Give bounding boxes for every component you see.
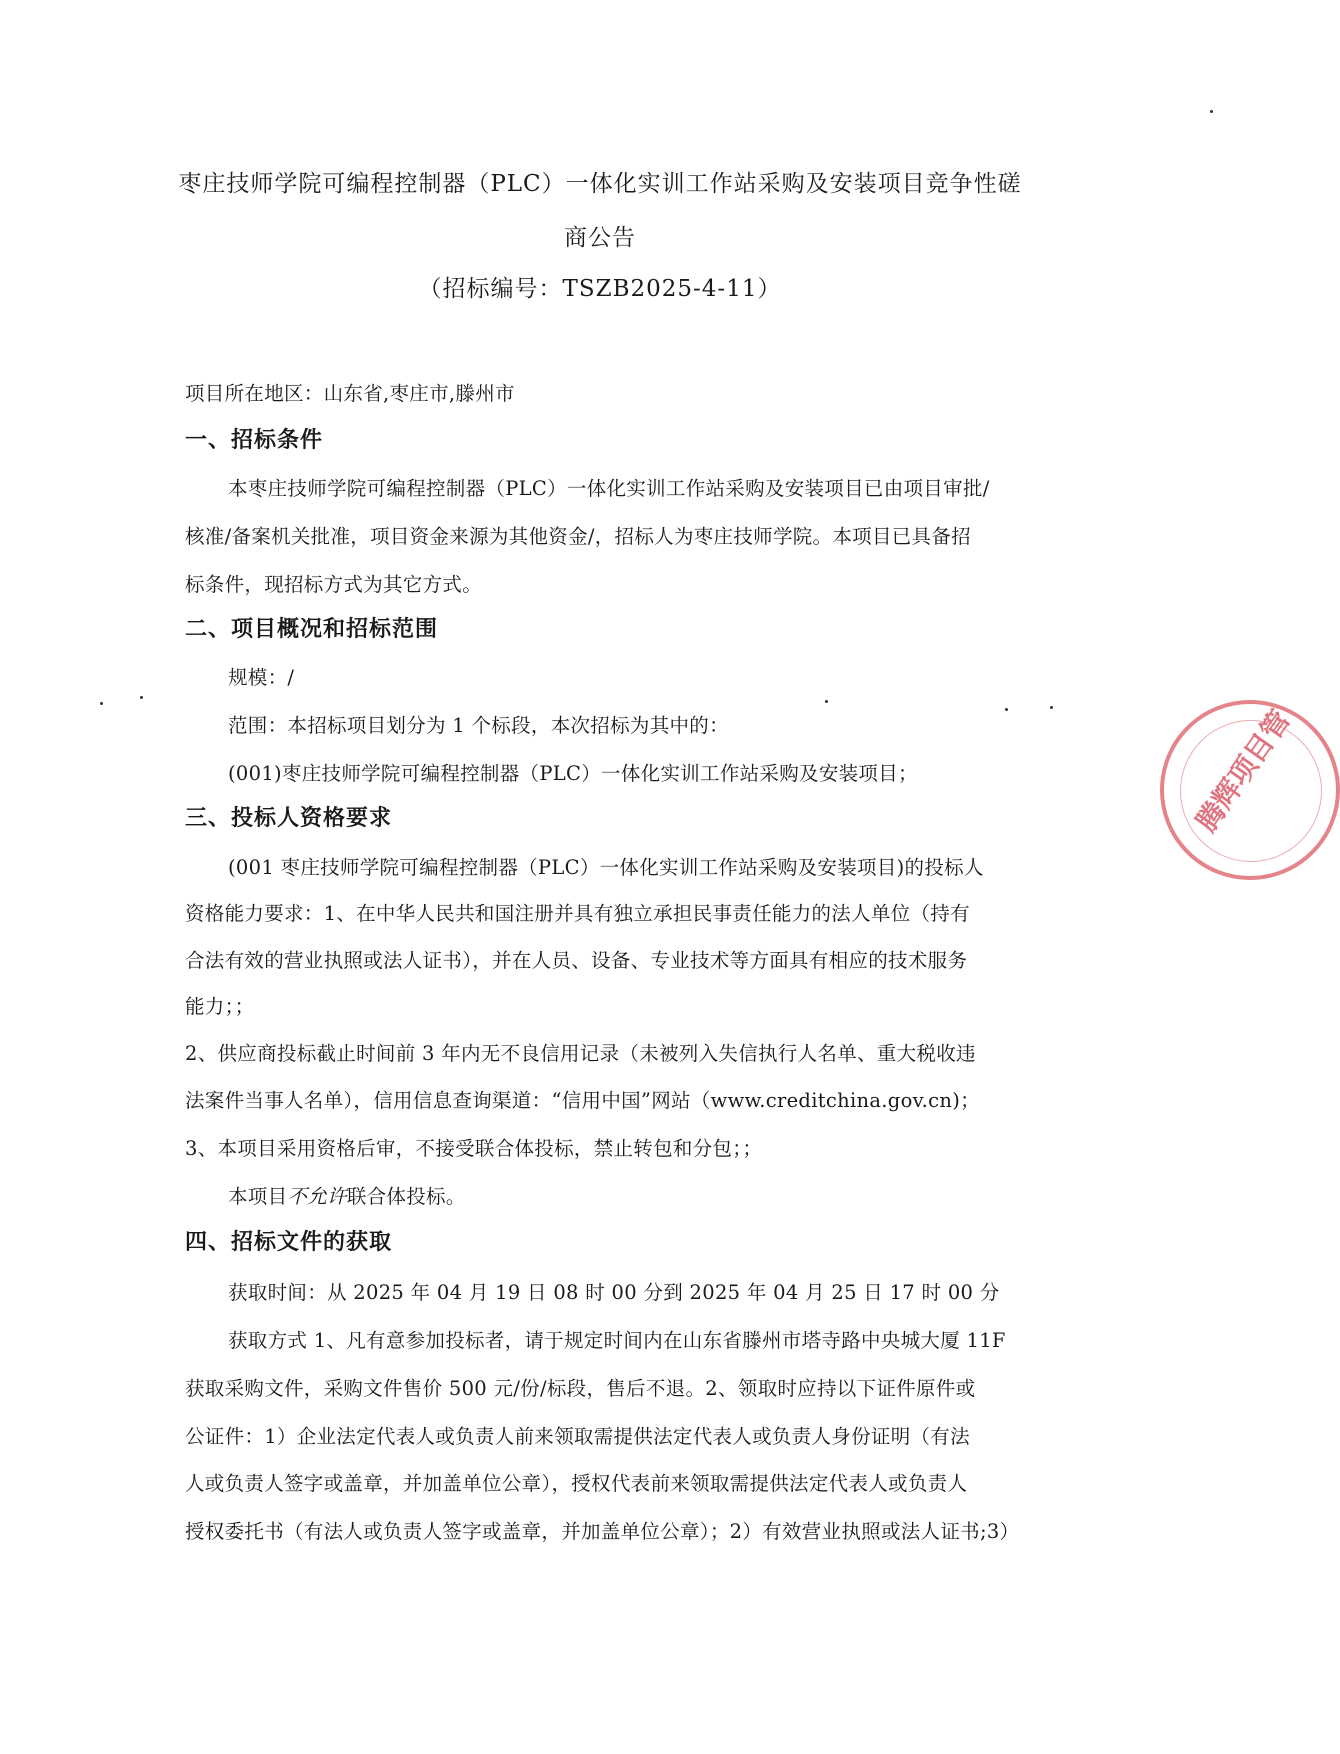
qualification-line: (001 枣庄技师学院可编程控制器（PLC）一体化实训工作站采购及安装项目)的投标人 bbox=[228, 856, 984, 879]
section2-heading: 二、项目概况和招标范围 bbox=[185, 617, 439, 642]
qualification-line: 合法有效的营业执照或法人证书），并在人员、设备、专业技术等方面具有相应的技术服务 bbox=[185, 949, 968, 972]
scan-speck bbox=[100, 702, 103, 705]
consortium-not-allowed: 不允许 bbox=[287, 1185, 347, 1208]
acquisition-method-line: 公证件：1）企业法定代表人或负责人前来领取需提供法定代表人或负责人身份证明（有法 bbox=[185, 1425, 970, 1448]
scan-speck bbox=[1050, 706, 1053, 709]
section1-line: 标条件，现招标方式为其它方式。 bbox=[185, 573, 483, 596]
consortium-statement bbox=[228, 1181, 1058, 1209]
acquisition-time: 获取时间：从 2025 年 04 月 19 日 08 时 00 分到 2025 年 04 月 25 日 17 时 00 分 bbox=[228, 1281, 1000, 1304]
acquisition-method-line: 获取方式 1、凡有意参加投标者，请于规定时间内在山东省滕州市塔寺路中央城大厦 11F bbox=[228, 1329, 1006, 1352]
bid-number: （招标编号：TSZB2025-4-11） bbox=[418, 276, 782, 302]
scan-speck bbox=[1210, 110, 1213, 113]
project-scope: 范围：本招标项目划分为 1 个标段，本次招标为其中的： bbox=[228, 714, 729, 737]
qualification-line: 法案件当事人名单），信用信息查询渠道：“信用中国”网站（www.creditchina.gov.cn)； bbox=[185, 1089, 980, 1112]
scan-speck bbox=[140, 696, 143, 699]
qualification-line: 能力；； bbox=[185, 995, 255, 1018]
section4-heading: 四、招标文件的获取 bbox=[185, 1230, 393, 1255]
scan-speck bbox=[825, 700, 828, 703]
qualification-line: 资格能力要求：1、在中华人民共和国注册并具有独立承担民事责任能力的法人单位（持有 bbox=[185, 902, 970, 925]
section1-line: 本枣庄技师学院可编程控制器（PLC）一体化实训工作站采购及安装项目已由项目审批/ bbox=[228, 477, 990, 500]
section3-heading: 三、投标人资格要求 bbox=[185, 806, 393, 831]
document-title-line1: 枣庄技师学院可编程控制器（PLC）一体化实训工作站采购及安装项目竞争性磋 bbox=[178, 171, 1022, 197]
scan-speck bbox=[1005, 708, 1008, 711]
acquisition-method-line: 人或负责人签字或盖章，并加盖单位公章），授权代表前来领取需提供法定代表人或负责人 bbox=[185, 1472, 968, 1495]
section1-heading: 一、招标条件 bbox=[185, 428, 324, 453]
red-seal-stamp bbox=[1160, 700, 1340, 880]
acquisition-method-line: 获取采购文件，采购文件售价 500 元/份/标段，售后不退。2、领取时应持以下证件原件或 bbox=[185, 1377, 976, 1400]
document-title-line2: 商公告 bbox=[564, 225, 636, 251]
section1-line: 核准/备案机关批准，项目资金来源为其他资金/，招标人为枣庄技师学院。本项目已具备招 bbox=[185, 525, 971, 548]
acquisition-method-line: 授权委托书（有法人或负责人签字或盖章，并加盖单位公章）；2）有效营业执照或法人证书;3） bbox=[185, 1520, 1020, 1543]
project-location: 项目所在地区：山东省,枣庄市,滕州市 bbox=[185, 382, 515, 405]
qualification-line: 3、本项目采用资格后审，不接受联合体投标，禁止转包和分包；； bbox=[185, 1137, 763, 1160]
qualification-line: 2、供应商投标截止时间前 3 年内无不良信用记录（未被列入失信执行人名单、重大税收违 bbox=[185, 1042, 976, 1065]
project-scale: 规模：/ bbox=[228, 666, 295, 689]
stamp-text: 腾辉项目管 bbox=[1189, 704, 1297, 838]
consortium-prefix: 本项目 bbox=[228, 1185, 288, 1208]
lot-item: (001)枣庄技师学院可编程控制器（PLC）一体化实训工作站采购及安装项目； bbox=[228, 762, 918, 785]
consortium-suffix: 联合体投标。 bbox=[346, 1185, 466, 1208]
